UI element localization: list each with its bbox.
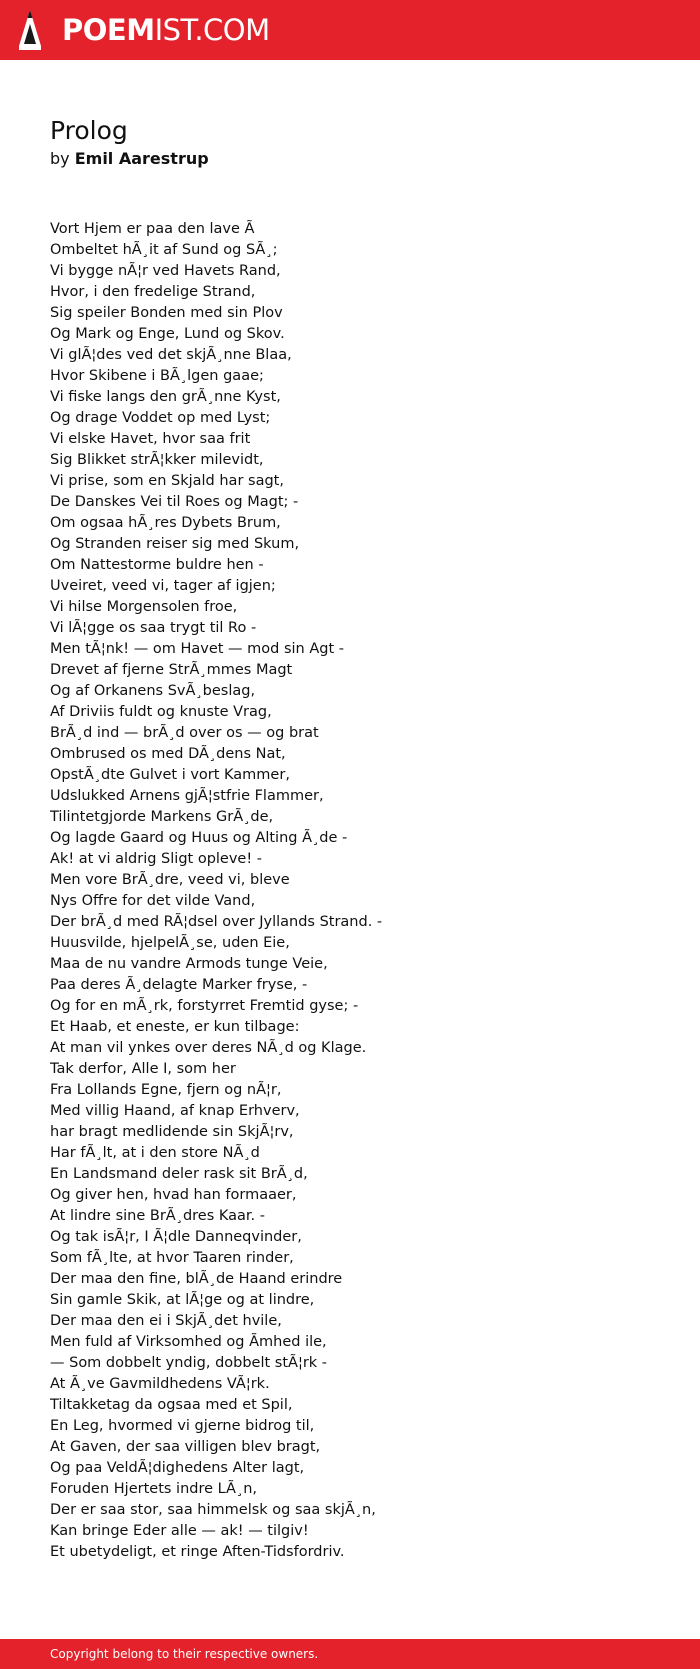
poem-line: Vi fiske langs den grÃ¸nne Kyst, xyxy=(50,389,281,405)
poem-line: At Gaven, der saa villigen blev bragt, xyxy=(50,1439,321,1455)
poem-line: Der er saa stor, saa himmelsk og saa skjÃ¸n, xyxy=(50,1502,376,1518)
poem-line: Og Stranden reiser sig med Skum, xyxy=(50,536,300,552)
poem-line: Vi prise, som en Skjald har sagt, xyxy=(50,473,284,489)
poem-line: Tilintetgjorde Markens GrÃ¸de, xyxy=(50,809,274,825)
poem-line: Kan bringe Eder alle — ak! — tilgiv! xyxy=(50,1523,309,1539)
poem-line: Nys Offre for det vilde Vand, xyxy=(50,893,256,909)
poem-line: Sig Blikket strÃ¦kker milevidt, xyxy=(50,452,264,468)
site-footer xyxy=(0,1639,700,1669)
poem-line: Et Haab, et eneste, er kun tilbage: xyxy=(50,1019,300,1035)
poem-line: Huusvilde, hjelpelÃ¸se, uden Eie, xyxy=(50,935,290,951)
poem-line: Et ubetydeligt, et ringe Aften-Tidsfordriv. xyxy=(50,1544,345,1560)
poem-line: Og drage Voddet op med Lyst; xyxy=(50,410,271,426)
copyright-text: Copyright belong to their respective owners. xyxy=(50,1647,319,1661)
poem-line: BrÃ¸d ind — brÃ¸d over os — og brat xyxy=(50,725,319,741)
poem-line: At Ã¸ve Gavmildhedens VÃ¦rk. xyxy=(50,1376,270,1392)
poem-line: Ombeltet hÃ¸it af Sund og SÃ¸; xyxy=(50,242,278,258)
poem-body xyxy=(50,219,650,1563)
poem-line: Vi elske Havet, hvor saa frit xyxy=(50,431,251,447)
byline xyxy=(50,148,209,170)
logo-rest-text: IST.COM xyxy=(154,13,270,47)
author-link[interactable]: Emil Aarestrup xyxy=(74,149,209,168)
poem-line: Der brÃ¸d med RÃ¦dsel over Jyllands Strand. - xyxy=(50,914,383,930)
poem-line: Og Mark og Enge, Lund og Skov. xyxy=(50,326,285,342)
poem-line: Hvor, i den fredelige Strand, xyxy=(50,284,256,300)
poem-line: Har fÃ¸lt, at i den store NÃ¸d xyxy=(50,1145,260,1161)
poem-line: Vi bygge nÃ¦r ved Havets Rand, xyxy=(50,263,281,279)
poem-line: Vi glÃ¦des ved det skjÃ¸nne Blaa, xyxy=(50,347,292,363)
poem-line: Hvor Skibene i BÃ¸lgen gaae; xyxy=(50,368,264,384)
pencil-icon[interactable] xyxy=(18,10,42,50)
poem-line: Ombrused os med DÃ¸dens Nat, xyxy=(50,746,286,762)
poem-line: Fra Lollands Egne, fjern og nÃ¦r, xyxy=(50,1082,282,1098)
poem-line: Tiltakketag da ogsaa med et Spil, xyxy=(50,1397,293,1413)
poem-line: Maa de nu vandre Armods tunge Veie, xyxy=(50,956,328,972)
poem-line: Og giver hen, hvad han formaaer, xyxy=(50,1187,297,1203)
poem-line: Og af Orkanens SvÃ¸beslag, xyxy=(50,683,256,699)
site-header xyxy=(0,0,700,60)
poem-line: De Danskes Vei til Roes og Magt; - xyxy=(50,494,299,510)
poem-line: At man vil ynkes over deres NÃ¸d og Klage. xyxy=(50,1040,367,1056)
poem-line: OpstÃ¸dte Gulvet i vort Kammer, xyxy=(50,767,290,783)
poem-line: Om ogsaa hÃ¸res Dybets Brum, xyxy=(50,515,281,531)
poem-line: Men vore BrÃ¸dre, veed vi, bleve xyxy=(50,872,290,888)
poem-line: Og for en mÃ¸rk, forstyrret Fremtid gyse; - xyxy=(50,998,359,1014)
poem-line: Om Nattestorme buldre hen - xyxy=(50,557,264,573)
poem-title: Prolog xyxy=(50,116,128,145)
poem-line: At lindre sine BrÃ¸dres Kaar. - xyxy=(50,1208,266,1224)
poem-line: Som fÃ¸lte, at hvor Taaren rinder, xyxy=(50,1250,294,1266)
poem-line: Men tÃ¦nk! — om Havet — mod sin Agt - xyxy=(50,641,344,657)
poem-line: Sig speiler Bonden med sin Plov xyxy=(50,305,283,321)
by-label: by xyxy=(50,149,70,168)
poem-line: Der maa den ei i SkjÃ¸det hvile, xyxy=(50,1313,282,1329)
poem-line: Tak derfor, Alle I, som her xyxy=(50,1061,236,1077)
poem-line: Udslukked Arnens gjÃ¦stfrie Flammer, xyxy=(50,788,324,804)
poem-line: Og paa VeldÃ¦dighedens Alter lagt, xyxy=(50,1460,305,1476)
poem-line: Vi lÃ¦gge os saa trygt til Ro - xyxy=(50,620,257,636)
poem-line: Drevet af fjerne StrÃ¸mmes Magt xyxy=(50,662,293,678)
poem-line: Og tak isÃ¦r, I Ã¦dle Danneqvinder, xyxy=(50,1229,302,1245)
poem-line: Paa deres Ã¸delagte Marker fryse, - xyxy=(50,977,308,993)
poem-line: Ak! at vi aldrig Sligt opleve! - xyxy=(50,851,262,867)
poem-line: har bragt medlidende sin SkjÃ¦rv, xyxy=(50,1124,294,1140)
poem-line: Med villig Haand, af knap Erhverv, xyxy=(50,1103,300,1119)
logo-bold-text: POEM xyxy=(62,13,155,47)
site-logo[interactable] xyxy=(62,12,270,48)
poem-line: Vort Hjem er paa den lave Ã xyxy=(50,221,255,237)
poem-line: — Som dobbelt yndig, dobbelt stÃ¦rk - xyxy=(50,1355,328,1371)
poem-line: Af Driviis fuldt og knuste Vrag, xyxy=(50,704,272,720)
poem-line: Foruden Hjertets indre LÃ¸n, xyxy=(50,1481,258,1497)
poem-line: Og lagde Gaard og Huus og Alting Ã¸de - xyxy=(50,830,348,846)
poem-line: Men fuld af Virksomhed og Ãmhed ile, xyxy=(50,1334,327,1350)
poem-line: En Landsmand deler rask sit BrÃ¸d, xyxy=(50,1166,308,1182)
poem-line: Vi hilse Morgensolen froe, xyxy=(50,599,238,615)
poem-line: Uveiret, veed vi, tager af igjen; xyxy=(50,578,276,594)
poem-line: En Leg, hvormed vi gjerne bidrog til, xyxy=(50,1418,315,1434)
poem-line: Der maa den fine, blÃ¸de Haand erindre xyxy=(50,1271,343,1287)
poem-line: Sin gamle Skik, at lÃ¦ge og at lindre, xyxy=(50,1292,315,1308)
